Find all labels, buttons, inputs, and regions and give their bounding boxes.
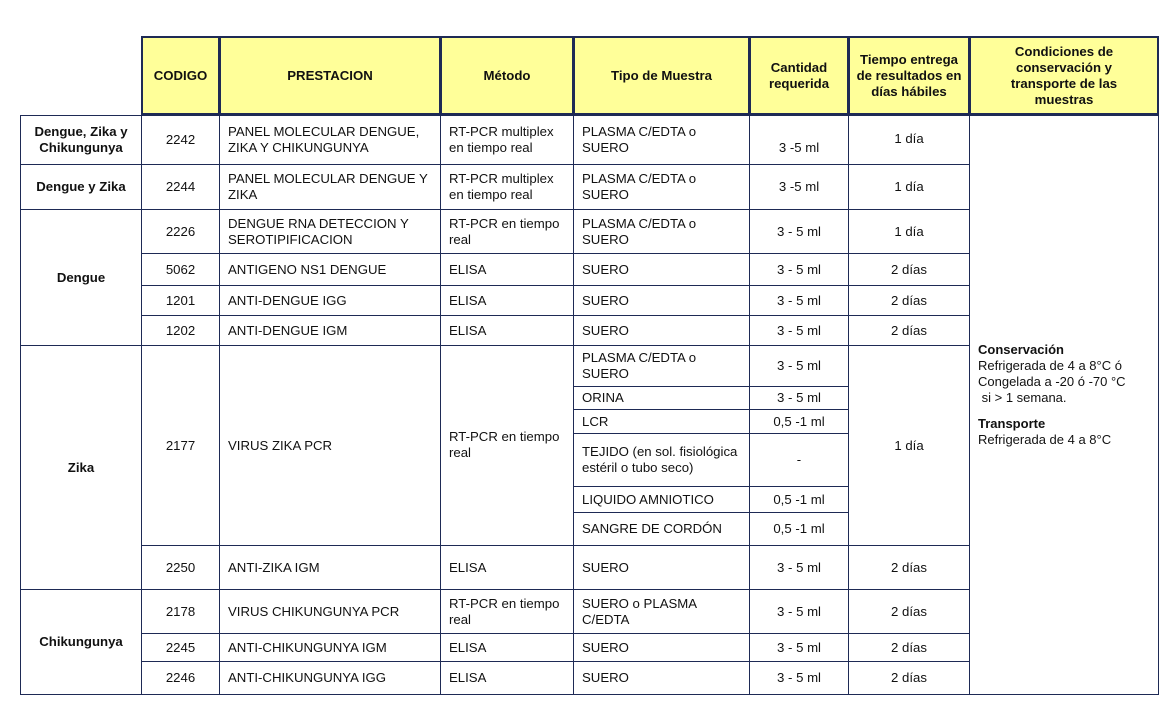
codigo-cell: 2177 [141, 345, 220, 546]
prestacion-cell: ANTI-DENGUE IGM [219, 315, 441, 346]
conservacion-line: si > 1 semana. [978, 390, 1067, 405]
prestacion-cell: VIRUS CHIKUNGUNYA PCR [219, 589, 441, 634]
metodo-cell: RT-PCR en tiempo real [440, 589, 574, 634]
zika-sample-tipo: LIQUIDO AMNIOTICO [573, 486, 750, 513]
zika-sample-cantidad: - [749, 433, 849, 487]
codigo-cell: 2245 [141, 633, 220, 662]
zika-sample-tipo: SANGRE DE CORDÓN [573, 512, 750, 546]
prestacion-cell: DENGUE RNA DETECCION Y SEROTIPIFICACION [219, 209, 441, 254]
zika-sample-cantidad: 0,5 -1 ml [749, 409, 849, 434]
codigo-cell: 2242 [141, 115, 220, 165]
tiempo-cell: 2 días [848, 285, 970, 316]
metodo-cell: ELISA [440, 545, 574, 590]
tipo-muestra-cell: SUERO [573, 661, 750, 695]
prestacion-cell: ANTI-CHIKUNGUNYA IGG [219, 661, 441, 695]
zika-sample-cantidad: 3 - 5 ml [749, 386, 849, 410]
transporte-line: Refrigerada de 4 a 8°C [978, 432, 1112, 447]
group-dengue-zika: Dengue y Zika [20, 164, 142, 210]
header-condiciones: Condiciones de conservación y transporte de las muestras [969, 36, 1159, 115]
metodo-cell: RT-PCR en tiempo real [440, 209, 574, 254]
tiempo-cell: 2 días [848, 545, 970, 590]
cantidad-cell: 3 - 5 ml [749, 589, 849, 634]
zika-sample-cantidad: 3 - 5 ml [749, 345, 849, 387]
cantidad-cell: 3 -5 ml [749, 164, 849, 210]
header-metodo: Método [440, 36, 574, 115]
codigo-cell: 1202 [141, 315, 220, 346]
tipo-muestra-cell: SUERO [573, 253, 750, 286]
cantidad-cell: 3 - 5 ml [749, 545, 849, 590]
zika-sample-tipo: ORINA [573, 386, 750, 410]
conservacion-line: Refrigerada de 4 a 8°C ó [978, 358, 1122, 373]
cantidad-cell: 3 - 5 ml [749, 209, 849, 254]
group-chikungunya: Chikungunya [20, 589, 142, 695]
tipo-muestra-cell: SUERO o PLASMA C/EDTA [573, 589, 750, 634]
transporte-title: Transporte [978, 416, 1046, 431]
codigo-cell: 2244 [141, 164, 220, 210]
zika-sample-tipo: TEJIDO (en sol. fisiológica estéril o tubo seco) [573, 433, 750, 487]
tiempo-cell: 2 días [848, 253, 970, 286]
tiempo-cell: 1 día [848, 209, 970, 254]
header-prestacion: PRESTACION [219, 36, 441, 115]
prestacion-cell: ANTIGENO NS1 DENGUE [219, 253, 441, 286]
cantidad-cell: 3 -5 ml [749, 115, 849, 165]
header-cantidad: Cantidad requerida [749, 36, 849, 115]
metodo-cell: ELISA [440, 661, 574, 695]
codigo-cell: 2250 [141, 545, 220, 590]
tipo-muestra-cell: PLASMA C/EDTA o SUERO [573, 164, 750, 210]
metodo-cell: ELISA [440, 633, 574, 662]
metodo-cell: RT-PCR en tiempo real [440, 345, 574, 546]
tipo-muestra-cell: PLASMA C/EDTA o SUERO [573, 115, 750, 165]
tipo-muestra-cell: PLASMA C/EDTA o SUERO [573, 209, 750, 254]
tiempo-cell: 2 días [848, 589, 970, 634]
tiempo-cell: 1 día [848, 164, 970, 210]
tipo-muestra-cell: SUERO [573, 545, 750, 590]
prestacion-cell: ANTI-DENGUE IGG [219, 285, 441, 316]
conditions-cell [969, 115, 1159, 695]
header-codigo: CODIGO [141, 36, 220, 115]
prestacion-cell: ANTI-ZIKA IGM [219, 545, 441, 590]
zika-sample-tipo: PLASMA C/EDTA o SUERO [573, 345, 750, 387]
group-zika: Zika [20, 345, 142, 590]
metodo-cell: RT-PCR multiplex en tiempo real [440, 164, 574, 210]
codigo-cell: 5062 [141, 253, 220, 286]
cantidad-cell: 3 - 5 ml [749, 285, 849, 316]
metodo-cell: ELISA [440, 315, 574, 346]
tipo-muestra-cell: SUERO [573, 315, 750, 346]
codigo-cell: 2226 [141, 209, 220, 254]
prestacion-cell: PANEL MOLECULAR DENGUE, ZIKA Y CHIKUNGUNYA [219, 115, 441, 165]
tiempo-cell: 2 días [848, 661, 970, 695]
tipo-muestra-cell: SUERO [573, 285, 750, 316]
prestacion-cell: PANEL MOLECULAR DENGUE Y ZIKA [219, 164, 441, 210]
conservacion-line: Congelada a -20 ó -70 °C [978, 374, 1126, 389]
group-dengue-zika-chikungunya: Dengue, Zika y Chikungunya [20, 115, 142, 165]
zika-sample-cantidad: 0,5 -1 ml [749, 512, 849, 546]
group-dengue: Dengue [20, 209, 142, 346]
codigo-cell: 2178 [141, 589, 220, 634]
tiempo-cell: 1 día [848, 115, 970, 165]
metodo-cell: ELISA [440, 253, 574, 286]
zika-sample-tipo: LCR [573, 409, 750, 434]
cantidad-cell: 3 - 5 ml [749, 661, 849, 695]
cantidad-cell: 3 - 5 ml [749, 633, 849, 662]
cantidad-cell: 3 - 5 ml [749, 315, 849, 346]
metodo-cell: RT-PCR multiplex en tiempo real [440, 115, 574, 165]
tiempo-cell: 2 días [848, 315, 970, 346]
header-tipo-muestra: Tipo de Muestra [573, 36, 750, 115]
zika-sample-cantidad: 0,5 -1 ml [749, 486, 849, 513]
metodo-cell: ELISA [440, 285, 574, 316]
cantidad-cell: 3 - 5 ml [749, 253, 849, 286]
tipo-muestra-cell: SUERO [573, 633, 750, 662]
prestacion-cell: VIRUS ZIKA PCR [219, 345, 441, 546]
tiempo-cell: 2 días [848, 633, 970, 662]
prestacion-cell: ANTI-CHIKUNGUNYA IGM [219, 633, 441, 662]
tiempo-cell: 1 día [848, 345, 970, 590]
header-tiempo-entrega: Tiempo entrega de resultados en días hábiles [848, 36, 970, 115]
codigo-cell: 2246 [141, 661, 220, 695]
codigo-cell: 1201 [141, 285, 220, 316]
conservacion-title: Conservación [978, 342, 1064, 357]
